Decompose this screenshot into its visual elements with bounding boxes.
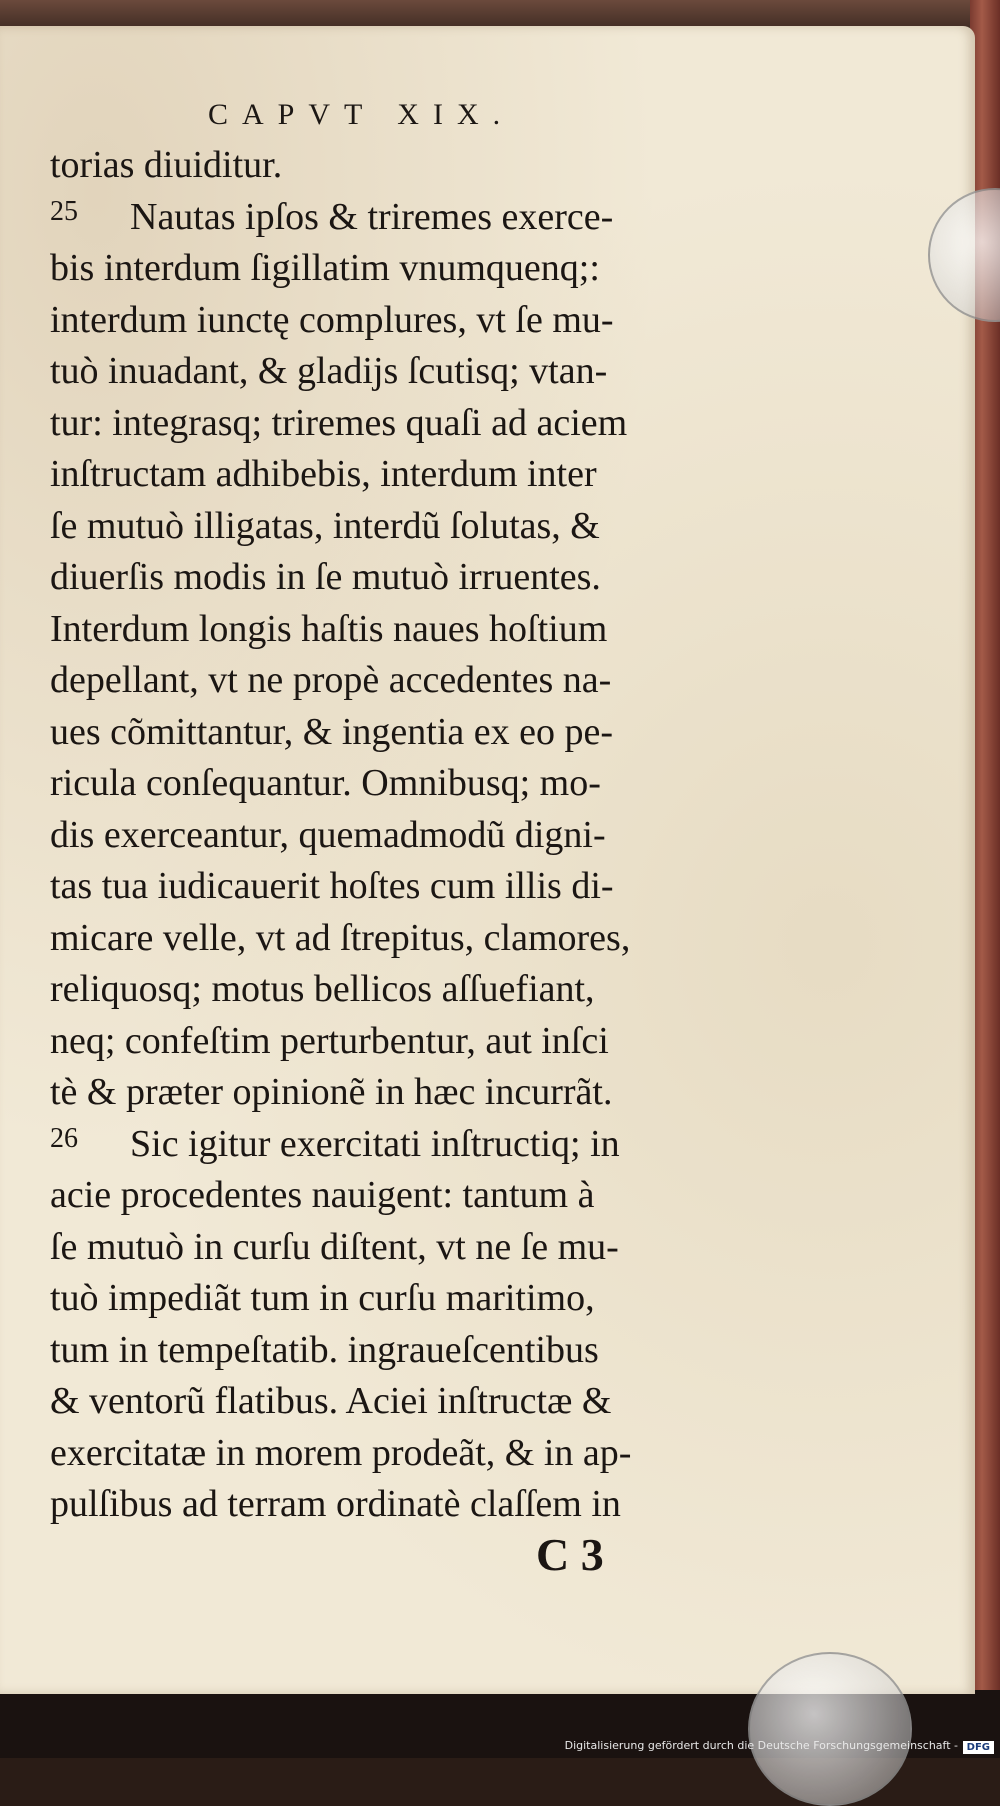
line-text: reliquosq; motus bellicos aſſuefiant, xyxy=(50,968,595,1010)
body-text xyxy=(50,140,770,1531)
line-text: torias diuiditur. xyxy=(50,144,283,186)
line-text: & ventorũ flatibus. Aciei inſtructæ & xyxy=(50,1380,612,1422)
magnifier-glass-icon xyxy=(748,1652,912,1806)
signature-mark: C 3 xyxy=(536,1529,604,1580)
line-text: ſe mutuò illigatas, interdũ ſolutas, & xyxy=(50,504,600,547)
text-line xyxy=(50,655,770,707)
digitization-credit: Digitalisierung gefördert durch die Deutsche Forschungsgemeinschaft - xyxy=(564,1739,958,1752)
text-line xyxy=(50,964,770,1016)
line-text: depellant, vt ne propè accedentes na- xyxy=(50,659,612,701)
line-text: ſe mutuò in curſu diſtent, vt ne ſe mu- xyxy=(50,1225,619,1268)
text-line xyxy=(50,449,770,501)
line-text: exercitatæ in morem prodeãt, & in ap- xyxy=(50,1431,632,1474)
line-text: Interdum longis haſtis naues hoſtium xyxy=(50,607,608,650)
line-text: tas tua iudicauerit hoſtes cum illis di- xyxy=(50,865,614,907)
line-text: tuò impediãt tum in curſu maritimo, xyxy=(50,1277,595,1319)
text-line xyxy=(50,1119,770,1171)
text-line xyxy=(50,604,770,656)
line-text: tur: integrasq; triremes quaſi ad aciem xyxy=(50,401,628,444)
line-text: inſtructam adhibebis, interdum inter xyxy=(50,453,597,495)
paragraph-number: 26 xyxy=(50,1122,78,1154)
text-line xyxy=(50,346,770,398)
line-text: tè & præter opinionẽ in hæc incurrãt. xyxy=(50,1071,613,1113)
text-line xyxy=(50,1325,770,1377)
line-text: Sic igitur exercitati inſtructiq; in xyxy=(130,1122,620,1165)
line-text: acie procedentes nauigent: tantum à xyxy=(50,1174,595,1216)
text-line xyxy=(50,552,770,604)
text-line xyxy=(50,810,770,862)
line-text: interdum iunctę complures, vt ſe mu- xyxy=(50,298,614,341)
line-text: pulſibus ad terram ordinatè claſſem in xyxy=(50,1483,621,1525)
text-line xyxy=(50,398,770,450)
line-text: bis interdum ſigillatim vnumquenq;: xyxy=(50,247,600,289)
text-line xyxy=(50,1479,770,1531)
line-text: Nautas ipſos & triremes exerce- xyxy=(130,195,614,238)
line-text: neq; confeſtim perturbentur, aut inſci xyxy=(50,1019,609,1062)
line-text: diuerſis modis in ſe mutuò irruentes. xyxy=(50,556,601,598)
text-line xyxy=(50,501,770,553)
text-line xyxy=(50,1170,770,1222)
line-text: tuò inuadant, & gladijs ſcutisq; vtan- xyxy=(50,350,608,392)
line-text: ues cõmittantur, & ingentia ex eo pe- xyxy=(50,710,614,753)
text-line xyxy=(50,192,770,244)
line-text: dis exerceantur, quemadmodũ digni- xyxy=(50,813,606,856)
text-line xyxy=(50,1016,770,1068)
dfg-logo: DFG xyxy=(963,1741,994,1754)
text-line xyxy=(50,295,770,347)
text-line xyxy=(50,1428,770,1480)
text-line xyxy=(50,1376,770,1428)
text-line xyxy=(50,707,770,759)
line-text: ricula conſequantur. Omnibusq; mo- xyxy=(50,762,601,804)
line-text: tum in tempeſtatib. ingraueſcentibus xyxy=(50,1328,599,1371)
page-header: CAPVT XIX. xyxy=(208,98,515,131)
text-line xyxy=(50,758,770,810)
text-line xyxy=(50,243,770,295)
text-line xyxy=(50,1222,770,1274)
text-line xyxy=(50,1273,770,1325)
text-line xyxy=(50,913,770,965)
line-text: micare velle, vt ad ſtrepitus, clamores, xyxy=(50,916,631,959)
text-line xyxy=(50,861,770,913)
paragraph-number: 25 xyxy=(50,195,78,227)
text-line xyxy=(50,1067,770,1119)
text-line xyxy=(50,140,770,192)
